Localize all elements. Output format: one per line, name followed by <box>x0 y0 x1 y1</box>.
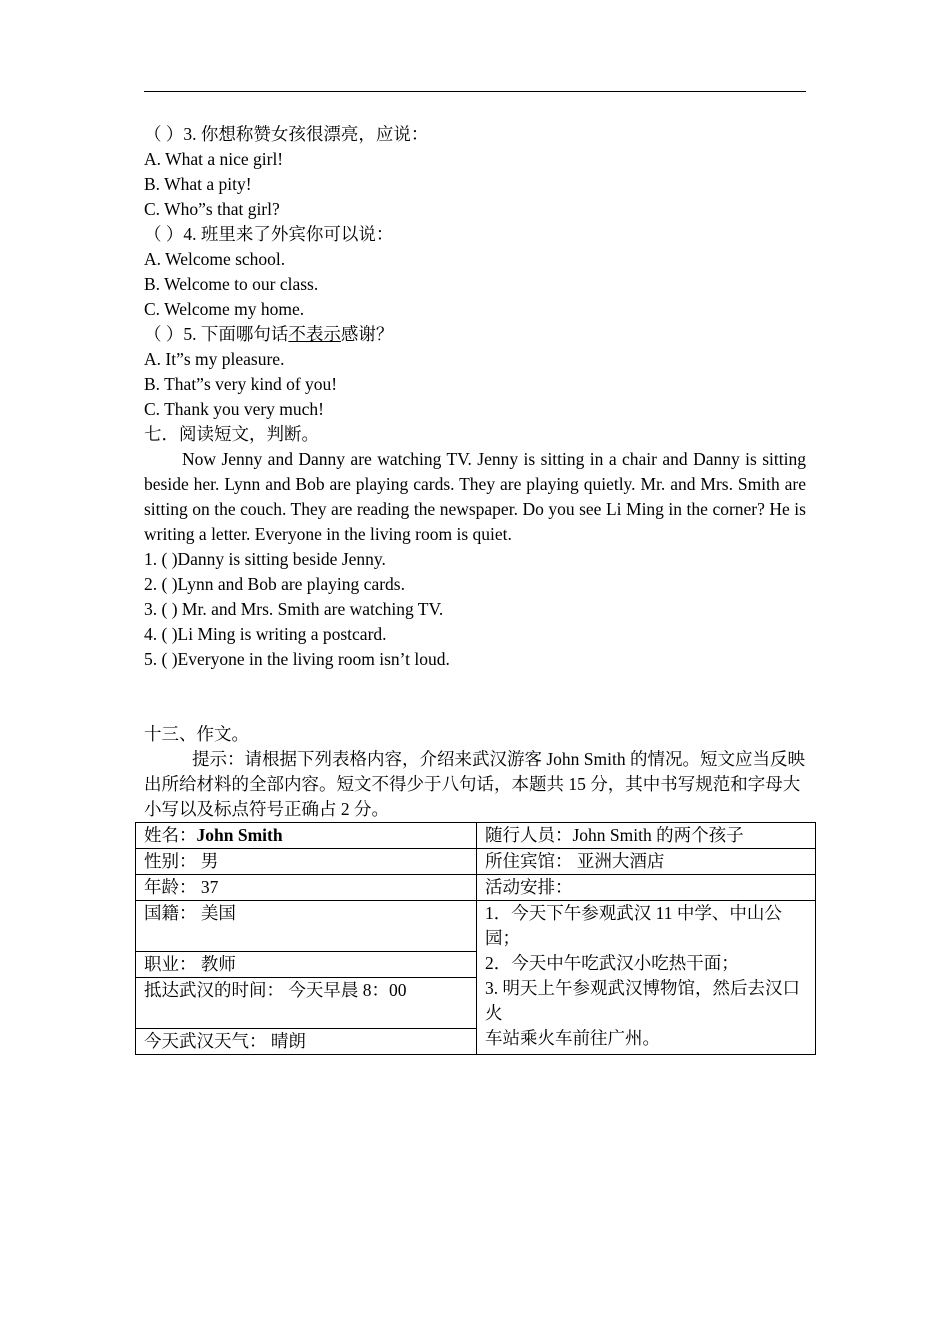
activity-3: 3. 明天上午参观武汉博物馆，然后去汉口火 <box>485 978 800 1023</box>
writing-hint: 提示：请根据下列表格内容，介绍来武汉游客 John Smith 的情况。短文应当反映出所给材料的全部内容。短文不得少于八句话，本题共 15 分，其中书写规范和字母大小写以及标点符号正确占 2 分。 <box>144 749 806 819</box>
question-4-option-b: B. Welcome to our class. <box>144 274 319 294</box>
question-5-option-c: C. Thank you very much! <box>144 399 324 419</box>
table-row <box>136 875 816 901</box>
name-label: 姓名： <box>144 825 197 845</box>
activities-cell <box>477 901 816 1055</box>
question-4-option-c: C. Welcome my home. <box>144 299 305 319</box>
question-5-option-b: B. That”s very kind of you! <box>144 374 338 394</box>
page-content <box>144 122 806 822</box>
activities-label-cell: 活动安排： <box>477 875 816 901</box>
question-5-stem <box>144 322 806 347</box>
reading-item-1: 1. ( )Danny is sitting beside Jenny. <box>144 549 386 569</box>
question-3-option-a: A. What a nice girl! <box>144 149 284 169</box>
spacer <box>144 672 806 722</box>
reading-item-5: 5. ( )Everyone in the living room isn’t loud. <box>144 649 450 669</box>
header-rule <box>144 91 806 92</box>
question-4-option-a: A. Welcome school. <box>144 249 286 269</box>
reading-heading: 七．阅读短文，判断。 <box>144 424 319 444</box>
hotel-cell: 所住宾馆： 亚洲大酒店 <box>477 849 816 875</box>
table-row <box>136 849 816 875</box>
reading-passage: Now Jenny and Danny are watching TV. Jenny is sitting in a chair and Danny is sitting beside her. Lynn and Bob are playing cards. They are playing quietly. Mr. and Mrs. Smith are sitting on the couch. They are reading the newspaper. Do you see Li Ming in the corner? He is writing a letter. Everyone in the living room is quiet. <box>144 449 806 544</box>
table-row <box>136 901 816 952</box>
reading-item-3: 3. ( ) Mr. and Mrs. Smith are watching TV. <box>144 599 444 619</box>
question-3-stem: （ ）3. 你想称赞女孩很漂亮，应说： <box>144 124 429 144</box>
question-3-option-b: B. What a pity! <box>144 174 252 194</box>
gender-cell: 性别： 男 <box>136 849 477 875</box>
age-cell: 年龄： 37 <box>136 875 477 901</box>
info-table <box>135 822 816 1055</box>
reading-item-2: 2. ( )Lynn and Bob are playing cards. <box>144 574 405 594</box>
name-value: John Smith <box>196 825 283 845</box>
activity-3-continued: 车站乘火车前往广州。 <box>485 1028 660 1048</box>
writing-heading: 十三、作文。 <box>144 724 249 744</box>
question-4-stem: （ ）4. 班里来了外宾你可以说： <box>144 224 394 244</box>
table-row <box>136 823 816 849</box>
question-5-option-a: A. It”s my pleasure. <box>144 349 285 369</box>
reading-item-4: 4. ( )Li Ming is writing a postcard. <box>144 624 387 644</box>
question-5-stem-post: 感谢？ <box>340 324 394 344</box>
question-5-stem-pre: （ ）5. 下面哪句话 <box>144 324 289 344</box>
question-5-stem-underlined: 不表示 <box>288 324 341 344</box>
companion-cell: 随行人员：John Smith 的两个孩子 <box>477 823 816 849</box>
weather-cell: 今天武汉天气： 晴朗 <box>136 1029 477 1055</box>
activity-2: 2．今天中午吃武汉小吃热干面； <box>485 953 739 973</box>
arrival-cell: 抵达武汉的时间： 今天早晨 8：00 <box>136 978 477 1029</box>
activity-1: 1．今天下午参观武汉 11 中学、中山公园； <box>485 903 782 948</box>
question-3-option-c: C. Who”s that girl? <box>144 199 280 219</box>
occupation-cell: 职业： 教师 <box>136 952 477 978</box>
nationality-cell: 国籍： 美国 <box>136 901 477 952</box>
name-cell <box>136 823 477 849</box>
